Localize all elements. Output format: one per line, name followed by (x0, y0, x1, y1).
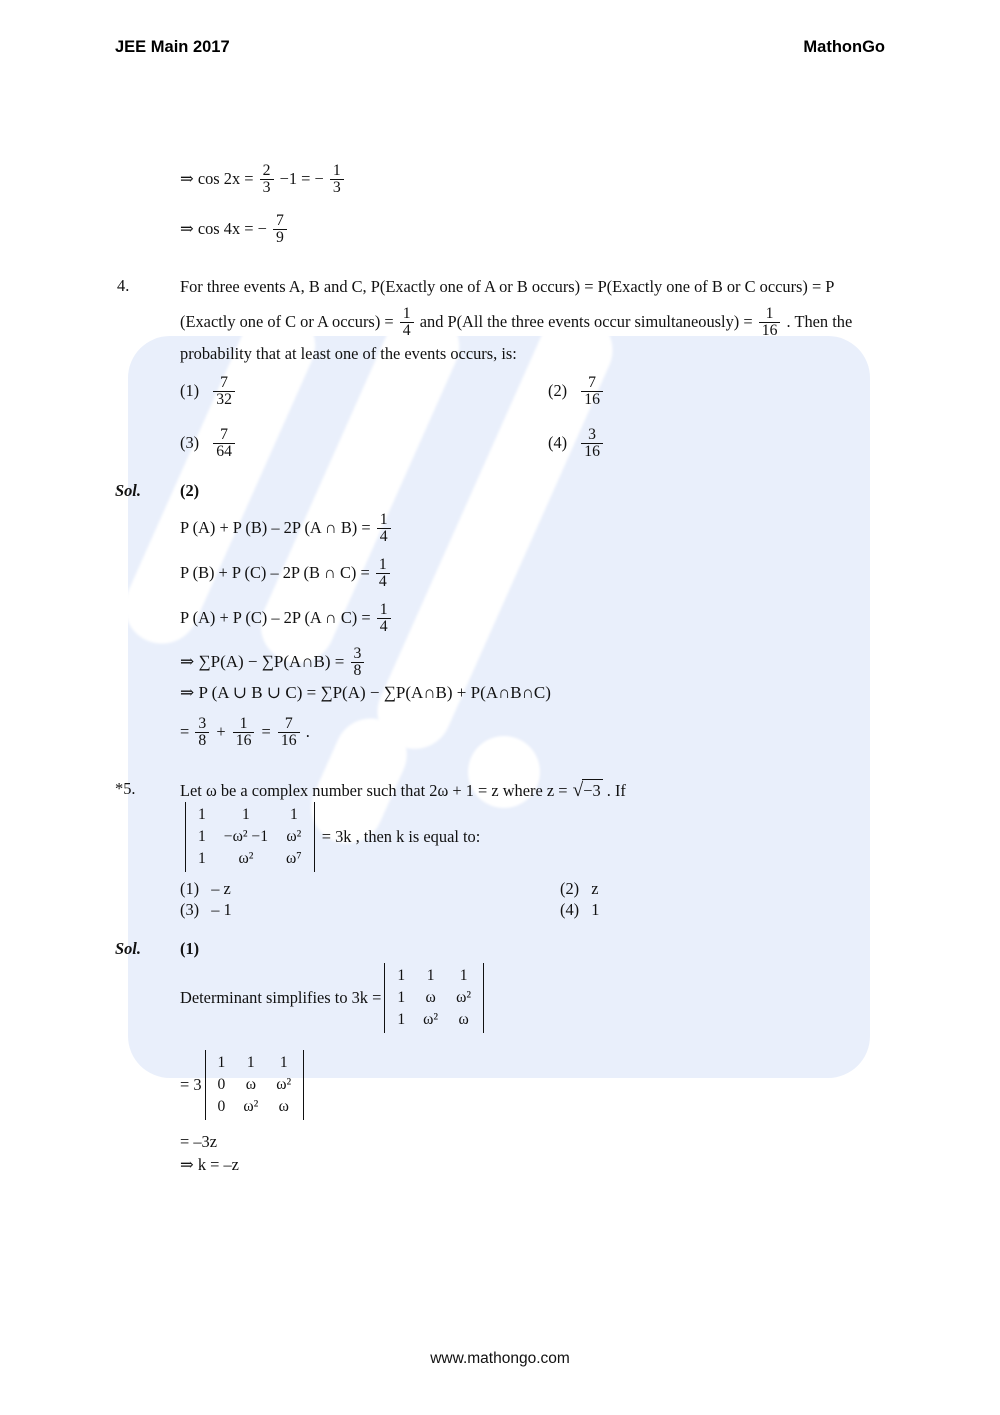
matrix-cell: ω (278, 1097, 289, 1115)
solution-5-line-2 (180, 1050, 307, 1120)
top-working-mid: −1 = − (279, 169, 324, 189)
matrix-cell: ω (458, 1010, 469, 1028)
option-key: (4) (548, 433, 568, 453)
matrix-cell: 0 (217, 1097, 226, 1115)
footer-url: www.mathongo.com (430, 1350, 570, 1367)
solution-5-line-3: = –3z (180, 1132, 218, 1151)
matrix-row (189, 826, 311, 848)
question-5-option-4[interactable] (560, 899, 599, 920)
radical-sign: √ (572, 780, 584, 801)
top-working-line-2 (180, 213, 289, 247)
option-key: (2) (548, 381, 568, 401)
question-4-option-3[interactable] (180, 427, 237, 461)
page-header (0, 38, 1000, 64)
matrix-cell: ω⁷ (286, 849, 302, 867)
solution-4-equation-6 (180, 716, 310, 750)
option-key: (1) (180, 879, 200, 898)
matrix-cell: 1 (198, 806, 206, 823)
option-value: $\frac{7}{32}$ (213, 375, 235, 409)
matrix-cell: 1 (289, 806, 298, 823)
equation-left: P (A) + P (B) – 2P (A ∩ B) = (180, 518, 371, 538)
top-working-prefix-2: ⇒ cos 4x = − (180, 219, 267, 239)
q4-text-2a: (Exactly one of C or A occurs) = (180, 312, 394, 332)
top-working-line-1 (180, 163, 346, 197)
equation-right-fraction: $\frac{3}{8}$ (351, 646, 365, 680)
equation-right-fraction: $\frac{1}{4}$ (377, 602, 391, 636)
coefficient-3: = 3 (180, 1075, 202, 1095)
question-4-option-1[interactable] (180, 375, 237, 409)
option-value: 1 (591, 900, 600, 919)
fraction-1-16: $\frac{1}{16}$ (759, 306, 781, 340)
matrix-cell: ω (245, 1075, 256, 1093)
solution-5-line-1 (180, 963, 487, 1033)
matrix-cell: 1 (198, 849, 206, 867)
matrix-row (388, 1009, 480, 1031)
equals-sign: = (180, 722, 190, 742)
page-footer (0, 1350, 1000, 1368)
matrix-row (189, 848, 311, 870)
fraction-1-16: $\frac{1}{16}$ (233, 716, 255, 750)
matrix-cell: ω² (276, 1075, 292, 1093)
matrix-row (209, 1096, 301, 1118)
determinant-matrix-reduced (205, 1050, 305, 1120)
question-5-option-3[interactable] (180, 899, 232, 920)
equation-left: ⇒ ∑P(A) − ∑P(A∩B) = (180, 652, 345, 672)
matrix-row (209, 1052, 301, 1074)
matrix-cell: ω² (456, 988, 472, 1006)
option-value: – z (211, 879, 231, 898)
question-5-option-1[interactable] (180, 878, 231, 899)
matrix-cell: ω² (243, 1097, 259, 1115)
fraction-7-9: $\frac{7}{9}$ (273, 213, 287, 247)
question-4-option-4[interactable] (548, 427, 605, 461)
matrix-cell: 1 (397, 1010, 406, 1028)
question-4-text-line-3: probability that at least one of the events occurs, is: (180, 344, 517, 363)
equals-sign-2: = (261, 722, 271, 742)
equation-right-fraction: $\frac{1}{4}$ (377, 512, 391, 546)
top-working-prefix-1: ⇒ cos 2x = (180, 169, 254, 189)
fraction-1-3: $\frac{1}{3}$ (330, 163, 344, 197)
matrix-cell: 1 (459, 967, 468, 984)
solution-4-label: Sol. (115, 481, 141, 500)
solution-4-equation-5: ⇒ P (A ∪ B ∪ C) = ∑P(A) − ∑P(A∩B) + P(A∩B∩C) (180, 683, 551, 702)
matrix-cell: 1 (217, 1054, 226, 1071)
header-exam-title: JEE Main 2017 (115, 38, 230, 56)
matrix-cell: 1 (198, 827, 206, 845)
plus-sign: + (216, 722, 226, 742)
q4-text-2c: . Then the (786, 312, 853, 332)
question-4-number: 4. (117, 276, 130, 295)
option-value: $\frac{7}{16}$ (581, 375, 603, 409)
solution-4-answer: (2) (180, 481, 200, 500)
solution-4-equation-3 (180, 602, 393, 636)
option-value: – 1 (211, 900, 232, 919)
question-5-text-line-1 (180, 779, 626, 804)
fraction-3-8: $\frac{3}{8}$ (195, 716, 209, 750)
question-4-text-line-2 (180, 306, 950, 340)
matrix-cell: 1 (426, 967, 435, 984)
question-5-number: *5. (115, 779, 136, 798)
matrix-row (189, 804, 311, 826)
question-4-text-line-1: For three events A, B and C, P(Exactly one of A or B occurs) = P(Exactly one of B or C occurs) = P (180, 277, 835, 296)
matrix-row (209, 1074, 301, 1096)
q4-text-2b: and P(All the three events occur simultaneously) = (419, 312, 753, 332)
question-5-option-2[interactable] (560, 878, 599, 899)
equation-left: P (A) + P (C) – 2P (A ∩ C) = (180, 608, 371, 628)
determinant-matrix-simplified (384, 963, 484, 1033)
option-value: $\frac{7}{64}$ (213, 427, 235, 461)
question-4-option-2[interactable] (548, 375, 605, 409)
option-key: (1) (180, 381, 200, 401)
matrix-cell: 1 (397, 967, 406, 984)
q5-text-1b: . If (606, 781, 626, 800)
matrix-cell: 1 (246, 1054, 255, 1071)
fraction-2-3: $\frac{2}{3}$ (260, 163, 274, 197)
question-5-determinant-row (182, 802, 480, 872)
option-value: $\frac{3}{16}$ (581, 427, 603, 461)
matrix-row (388, 987, 480, 1009)
solution-4-equation-1 (180, 512, 393, 546)
matrix-cell: 1 (279, 1054, 288, 1071)
solution-4-equation-4 (180, 646, 366, 680)
solution-5-line-4: ⇒ k = –z (180, 1155, 239, 1174)
matrix-cell: 1 (397, 988, 406, 1006)
matrix-cell: ω² (286, 827, 302, 845)
option-key: (3) (180, 433, 200, 453)
matrix-row (388, 965, 480, 987)
q5-text-2: = 3k , then k is equal to: (321, 827, 481, 847)
matrix-cell: ω (425, 988, 436, 1006)
matrix-cell: −ω² −1 (223, 827, 269, 845)
square-root (572, 779, 603, 804)
equation-right-fraction: $\frac{1}{4}$ (376, 557, 390, 591)
fraction-7-16: $\frac{7}{16}$ (278, 716, 300, 750)
matrix-cell: ω² (238, 849, 254, 867)
option-key: (3) (180, 900, 200, 919)
solution-5-text: Determinant simplifies to 3k = (180, 988, 382, 1008)
option-key: (4) (560, 900, 580, 919)
matrix-cell: 1 (242, 806, 250, 823)
header-brand: MathonGo (803, 38, 885, 56)
matrix-cell: ω² (423, 1010, 439, 1028)
solution-5-label: Sol. (115, 939, 141, 958)
fraction-1-4: $\frac{1}{4}$ (400, 306, 414, 340)
solution-4-equation-2 (180, 557, 392, 591)
option-key: (2) (560, 879, 580, 898)
period: . (305, 722, 310, 742)
radicand: −3 (583, 781, 601, 800)
option-value: z (591, 879, 599, 898)
matrix-cell: 0 (217, 1075, 226, 1093)
solution-5-answer: (1) (180, 939, 200, 958)
q5-text-1: Let ω be a complex number such that 2ω + 1 = z where z = (180, 781, 568, 800)
determinant-matrix (185, 802, 315, 872)
equation-left: P (B) + P (C) – 2P (B ∩ C) = (180, 563, 370, 583)
